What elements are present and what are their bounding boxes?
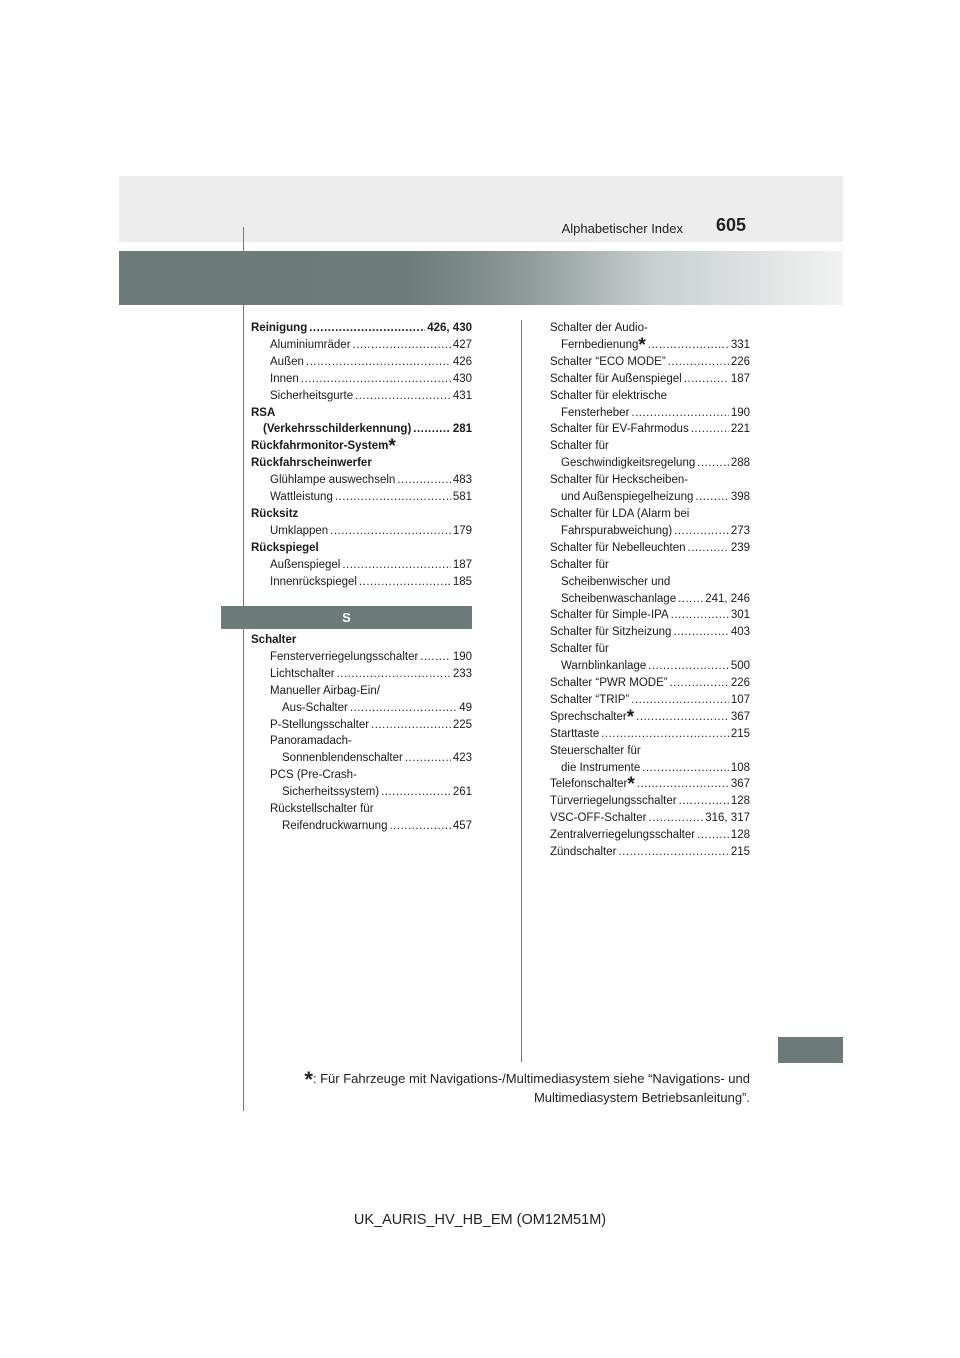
index-entry: Fensterverriegelungsschalter ..... 190 bbox=[251, 649, 472, 666]
footnote-asterisk: * bbox=[304, 1067, 313, 1092]
index-entry: Geschwindigkeitsregelung ..... 288 bbox=[550, 455, 750, 472]
index-entry: Schalter für bbox=[550, 643, 609, 656]
index-column-left-s bbox=[251, 632, 472, 835]
index-heading: Rückfahrscheinwerfer bbox=[251, 457, 372, 470]
index-entry: Fernbedienung* ..... 331 bbox=[550, 337, 750, 354]
column-divider bbox=[521, 320, 522, 1062]
index-entry: Schalter für bbox=[550, 558, 609, 571]
index-entry: Aus-Schalter ..... 49 bbox=[251, 700, 472, 717]
index-entry: Umklappen ..... 179 bbox=[251, 523, 472, 540]
index-entry: Sprechschalter* ..... 367 bbox=[550, 709, 750, 726]
chapter-tab-marker bbox=[778, 1037, 843, 1063]
index-entry: Schalter für Sitzheizung ..... 403 bbox=[550, 624, 750, 641]
index-entry: Schalter für elektrische bbox=[550, 389, 667, 402]
index-entry: Schalter für Nebelleuchten ..... 239 bbox=[550, 540, 750, 557]
index-entry: Glühlampe auswechseln ..... 483 bbox=[251, 472, 472, 489]
index-entry: Schalter für bbox=[550, 440, 609, 453]
header-gradient-bar bbox=[119, 251, 843, 305]
index-entry: Telefonschalter* ..... 367 bbox=[550, 776, 750, 793]
index-entry: Aluminiumräder ..... 427 bbox=[251, 337, 472, 354]
index-entry: Schalter für Heckscheiben- bbox=[550, 474, 689, 487]
page-title: Alphabetischer Index bbox=[561, 221, 683, 236]
index-entry: Scheibenwischer und bbox=[561, 575, 671, 588]
index-column-left bbox=[251, 320, 472, 591]
index-heading: Rückfahrmonitor-System* bbox=[251, 436, 396, 458]
footnote-line-2: Multimediasystem Betriebsanleitung”. bbox=[533, 1090, 750, 1105]
index-entry: Steuerschalter für bbox=[550, 744, 641, 757]
index-entry: Schalter für LDA (Alarm bei bbox=[550, 507, 690, 520]
index-entry: VSC-OFF-Schalter ..... 316, 317 bbox=[550, 810, 750, 827]
index-entry: Schalter “TRIP” ..... 107 bbox=[550, 692, 750, 709]
footnote-asterisk: * bbox=[627, 774, 635, 796]
index-entry: Reifendruckwarnung ..... 457 bbox=[251, 818, 472, 835]
index-entry: Zündschalter ..... 215 bbox=[550, 844, 750, 861]
index-entry: die Instrumente ..... 108 bbox=[550, 760, 750, 777]
footnote-line-1: *: Für Fahrzeuge mit Navigations-/Multimediasystem siehe “Navigations- und bbox=[304, 1067, 750, 1092]
index-entry: Schalter “ECO MODE” ..... 226 bbox=[550, 354, 750, 371]
index-entry: Lichtschalter ..... 233 bbox=[251, 666, 472, 683]
index-entry: Wattleistung ..... 581 bbox=[251, 489, 472, 506]
index-entry: Starttaste ..... 215 bbox=[550, 726, 750, 743]
index-entry: Sonnenblendenschalter ..... 423 bbox=[251, 750, 472, 767]
index-entry: Schalter “PWR MODE” ..... 226 bbox=[550, 675, 750, 692]
index-entry: Panoramadach- bbox=[270, 735, 352, 748]
index-entry: Rückstellschalter für bbox=[270, 803, 374, 816]
index-entry: und Außenspiegelheizung ..... 398 bbox=[550, 489, 750, 506]
footnote-asterisk: * bbox=[626, 706, 635, 728]
index-entry: Manueller Airbag-Ein/ bbox=[270, 684, 380, 697]
index-entry: Schalter für Außenspiegel ..... 187 bbox=[550, 371, 750, 388]
index-entry: Schalter für EV-Fahrmodus ..... 221 bbox=[550, 421, 750, 438]
index-entry: Fensterheber ..... 190 bbox=[550, 405, 750, 422]
left-margin-rule bbox=[243, 227, 244, 1111]
index-column-right bbox=[550, 320, 750, 861]
index-entry: Schalter für Simple-IPA ..... 301 bbox=[550, 607, 750, 624]
index-entry: Innen ..... 430 bbox=[251, 371, 472, 388]
index-entry: Türverriegelungsschalter ..... 128 bbox=[550, 793, 750, 810]
index-heading: RSA bbox=[251, 406, 276, 419]
index-entry: Scheibenwaschanlage ..... 241, 246 bbox=[550, 591, 750, 608]
index-entry: Innenrückspiegel ..... 185 bbox=[251, 574, 472, 591]
index-entry: P-Stellungsschalter ..... 225 bbox=[251, 717, 472, 734]
index-entry: Zentralverriegelungsschalter ..... 128 bbox=[550, 827, 750, 844]
footnote-asterisk: * bbox=[388, 436, 396, 458]
index-heading: Rücksitz bbox=[251, 507, 299, 520]
index-heading: Schalter bbox=[251, 634, 297, 646]
index-heading: Rückspiegel bbox=[251, 541, 319, 554]
footnote-asterisk: * bbox=[638, 334, 646, 356]
index-entry: Schalter der Audio- bbox=[550, 322, 648, 334]
index-entry: Fahrspurabweichung) ..... 273 bbox=[550, 523, 750, 540]
index-entry: PCS (Pre-Crash- bbox=[270, 769, 357, 782]
index-entry: Sicherheitsgurte ..... 431 bbox=[251, 388, 472, 405]
index-entry: (Verkehrsschilderkennung) ..... 281 bbox=[251, 421, 472, 438]
document-code: UK_AURIS_HV_HB_EM (OM12M51M) bbox=[353, 1212, 607, 1228]
index-entry: Außenspiegel ..... 187 bbox=[251, 557, 472, 574]
page-number: 605 bbox=[716, 215, 747, 235]
index-entry: Sicherheitssystem) ..... 261 bbox=[251, 784, 472, 801]
section-letter-banner: S bbox=[221, 606, 472, 629]
index-entry: Außen ..... 426 bbox=[251, 354, 472, 371]
footnote bbox=[280, 1066, 750, 1107]
index-entry: Reinigung ..... 426, 430 bbox=[251, 320, 472, 337]
index-entry: Warnblinkanlage ..... 500 bbox=[550, 658, 750, 675]
